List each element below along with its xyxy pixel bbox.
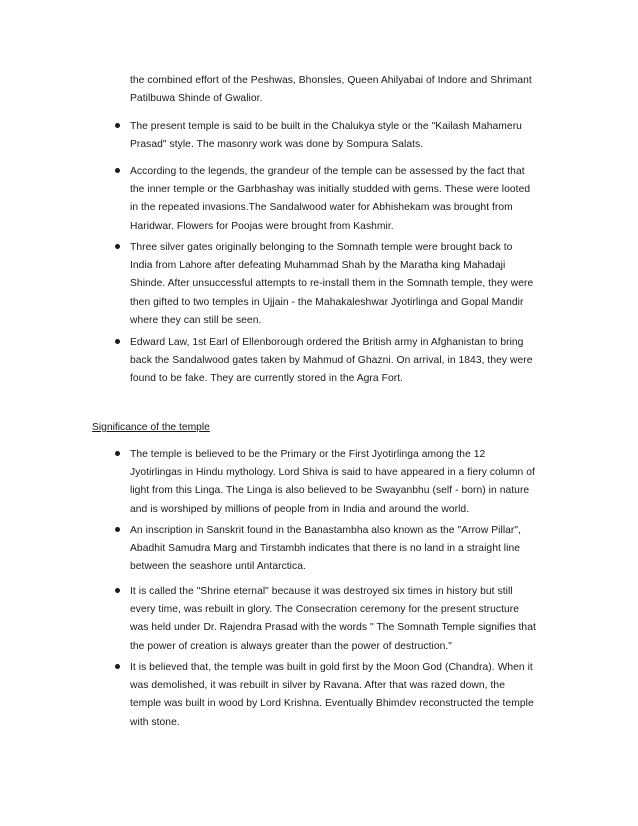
text-line: The temple is believed to be the Primary or the First Jyotirlinga among the 12 bbox=[130, 449, 486, 460]
bullet-icon bbox=[115, 446, 123, 454]
bullet-paragraph bbox=[130, 239, 560, 330]
bullet-paragraph bbox=[130, 334, 560, 389]
text-line: the inner temple or the Garbhashay was initially studded with gems. These were looted bbox=[130, 184, 531, 196]
bullet-icon bbox=[115, 118, 123, 126]
bullet-icon bbox=[115, 583, 123, 591]
text-line: between the seashore until Antarctica. bbox=[130, 561, 306, 573]
text-line: the combined effort of the Peshwas, Bhonsles, Queen Ahilyabai of Indore and Shrimant bbox=[130, 75, 532, 86]
bullet-icon bbox=[115, 334, 123, 342]
text-line: Shinde. After unsuccessful attempts to re-install them in the Somnath temple, they were bbox=[130, 278, 534, 290]
text-line: with stone. bbox=[130, 716, 180, 728]
text-line: Prasad" style. The masonry work was done by Sompura Salats. bbox=[130, 139, 424, 151]
text-line: It is believed that, the temple was built in gold first by the Moon God (Chandra). When it bbox=[130, 662, 533, 673]
text-line: temple was built in wood by Lord Krishna. Eventually Bhimdev reconstructed the temple bbox=[130, 698, 534, 710]
bullet-paragraph bbox=[130, 446, 560, 519]
bullet-paragraph bbox=[130, 659, 560, 732]
text-line: The present temple is said to be built in the Chalukya style or the "Kailash Mahameru bbox=[130, 121, 522, 132]
text-line: where they can still be seen. bbox=[130, 314, 262, 326]
bullet-paragraph bbox=[130, 522, 560, 577]
bullet-icon bbox=[115, 659, 123, 667]
text-line: Haridwar. Flowers for Poojas were brought from Kashmir. bbox=[130, 220, 394, 232]
text-line: every time, was rebuilt in glory. The Consecration ceremony for the present structure bbox=[130, 604, 520, 616]
bullet-icon bbox=[115, 239, 123, 247]
text-line: in the repeated invasions.The Sandalwood water for Abhishekam was brought from bbox=[130, 202, 513, 214]
text-line: found to be fake. They are currently stored in the Agra Fort. bbox=[130, 373, 404, 385]
bullet-icon bbox=[115, 522, 123, 530]
bullet-paragraph bbox=[130, 118, 560, 154]
bullet-icon bbox=[115, 163, 123, 171]
text-line: then gifted to two temples in Ujjain - the Mahakaleshwar Jyotirlinga and Gopal Mandir bbox=[130, 296, 524, 308]
text-line: was held under Dr. Rajendra Prasad with the words " The Somnath Temple signifies that bbox=[130, 622, 536, 634]
text-line: It is called the "Shrine eternal" because it was destroyed six times in history but still bbox=[130, 586, 513, 597]
text-line: and is worshiped by millions of people from in India and around the world. bbox=[130, 503, 470, 515]
text-line: According to the legends, the grandeur of the temple can be assessed by the fact that bbox=[130, 166, 525, 177]
text-line: An inscription in Sanskrit found in the Banastambha also known as the "Arrow Pillar", bbox=[130, 525, 522, 536]
text-line: the power of creation is always greater than the power of destruction." bbox=[130, 640, 453, 652]
bullet-paragraph bbox=[130, 583, 560, 656]
text-line: was demolished, it was rebuilt in silver by Ravana. After that was razed down, the bbox=[130, 680, 505, 692]
continuation-paragraph bbox=[130, 72, 560, 108]
bullet-paragraph bbox=[130, 163, 560, 236]
section-heading: Significance of the temple bbox=[92, 422, 210, 433]
text-line: back the Sandalwood gates taken by Mahmud of Ghazni. On arrival, in 1843, they were bbox=[130, 355, 533, 367]
text-line: Patilbuwa Shinde of Gwalior. bbox=[130, 93, 263, 105]
text-line: Abadhit Samudra Marg and Tirstambh indicates that there is no land in a straight line bbox=[130, 543, 521, 555]
text-line: Three silver gates originally belonging to the Somnath temple were brought back to bbox=[130, 242, 513, 253]
text-line: India from Lahore after defeating Muhammad Shah by the Maratha king Mahadaji bbox=[130, 260, 506, 272]
text-line: light from this Linga. The Linga is also believed to be Swayanbhu (self - born) in nature bbox=[130, 485, 530, 497]
text-line: Edward Law, 1st Earl of Ellenborough ordered the British army in Afghanistan to bring bbox=[130, 337, 524, 348]
text-line: Jyotirlingas in Hindu mythology. Lord Shiva is said to have appeared in a fiery column of bbox=[130, 467, 535, 479]
